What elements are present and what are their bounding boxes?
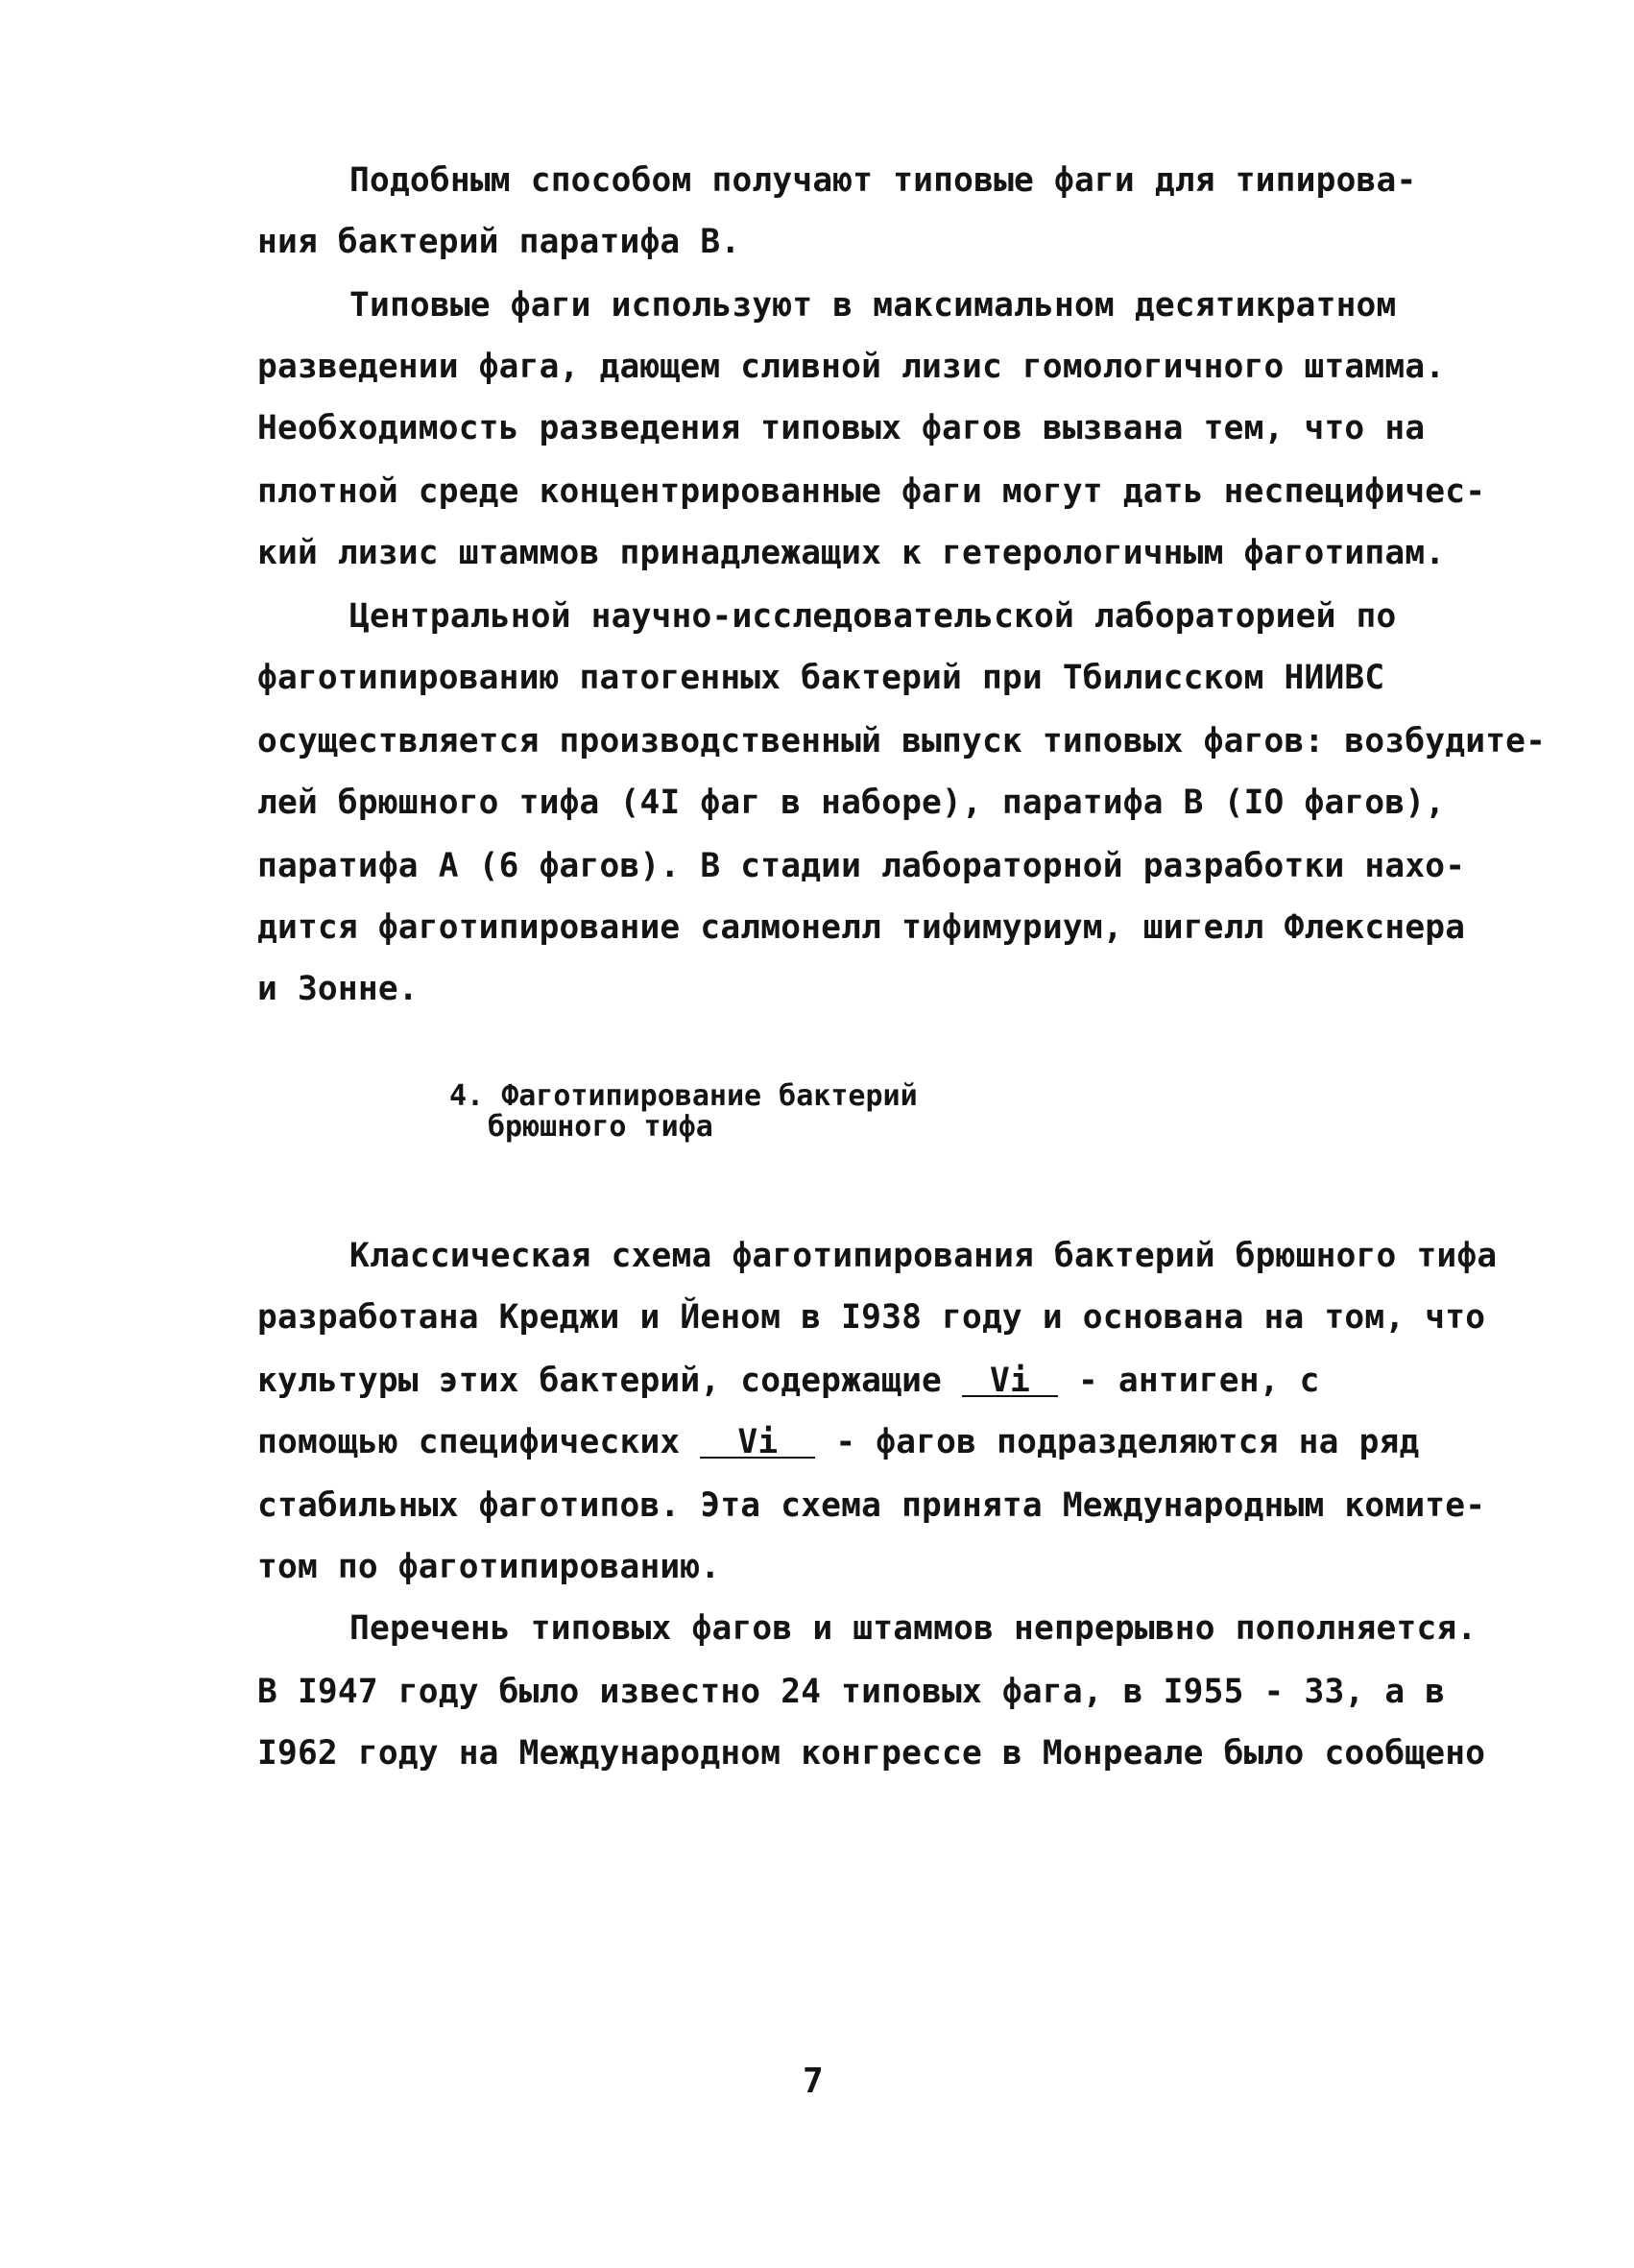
text-line: и Зонне. <box>257 970 419 1008</box>
text-line: лей брюшного тифа (4I фаг в наборе), паратифа В (IO фагов), <box>257 784 1446 822</box>
text-line: стабильных фаготипов. Эта схема принята Международным комите- <box>257 1486 1486 1525</box>
section-title-line2: брюшного тифа <box>488 1110 713 1144</box>
text-segment: - антиген, с <box>1057 1362 1320 1400</box>
text-line: Классическая схема фаготипирования бактерий брюшного тифа <box>349 1237 1498 1275</box>
text-line: Необходимость разведения типовых фагов вызвана тем, что на <box>257 409 1426 447</box>
vi-phage-blank: Vi <box>700 1428 815 1459</box>
text-line: разведении фага, дающем сливной лизис гомологичного штамма. <box>257 348 1446 386</box>
text-line: ния бактерий паратифа В. <box>257 223 741 261</box>
text-segment: - фагов подразделяются на ряд <box>815 1423 1420 1461</box>
text-line: В I947 году было известно 24 типовых фага, в I955 - 33, а в <box>257 1673 1446 1711</box>
section-title-line1: Фаготипирование бактерий <box>501 1079 918 1113</box>
text-line: паратифа А (6 фагов). В стадии лабораторной разработки нахо- <box>257 847 1466 885</box>
text-line: фаготипированию патогенных бактерий при Тбилисском НИИВС <box>257 659 1385 697</box>
text-line: I962 году на Международном конгрессе в Монреале было сообщено <box>257 1734 1486 1773</box>
text-line: дится фаготипирование салмонелл тифимуриум, шигелл Флекснера <box>257 908 1466 947</box>
vi-antigen-blank: Vi <box>962 1366 1058 1397</box>
text-line: осуществляется производственный выпуск типовых фагов: возбудите- <box>257 722 1547 760</box>
text-line-with-blank <box>257 1423 1419 1461</box>
text-line: Перечень типовых фагов и штаммов непрерывно пополняется. <box>349 1609 1478 1648</box>
text-segment: помощью специфических <box>257 1423 701 1461</box>
text-segment: культуры этих бактерий, содержащие <box>257 1362 962 1400</box>
text-line: плотной среде концентрированные фаги могут дать неспецифичес- <box>257 472 1486 511</box>
text-line: том по фаготипированию. <box>257 1548 721 1586</box>
section-number: 4. <box>449 1079 485 1113</box>
page-number: 7 <box>803 2062 824 2101</box>
section-heading <box>449 1081 918 1112</box>
text-line: Подобным способом получают типовые фаги для типирова- <box>349 161 1417 200</box>
text-line: Типовые фаги используют в максимальном десятикратном <box>349 286 1397 325</box>
text-line: кий лизис штаммов принадлежащих к гетерологичным фаготипам. <box>257 534 1446 572</box>
text-line-with-blank <box>257 1362 1320 1400</box>
text-line: разработана Креджи и Йеном в I938 году и основана на том, что <box>257 1298 1486 1337</box>
text-line: Центральной научно-исследовательской лабораторией по <box>349 597 1397 636</box>
